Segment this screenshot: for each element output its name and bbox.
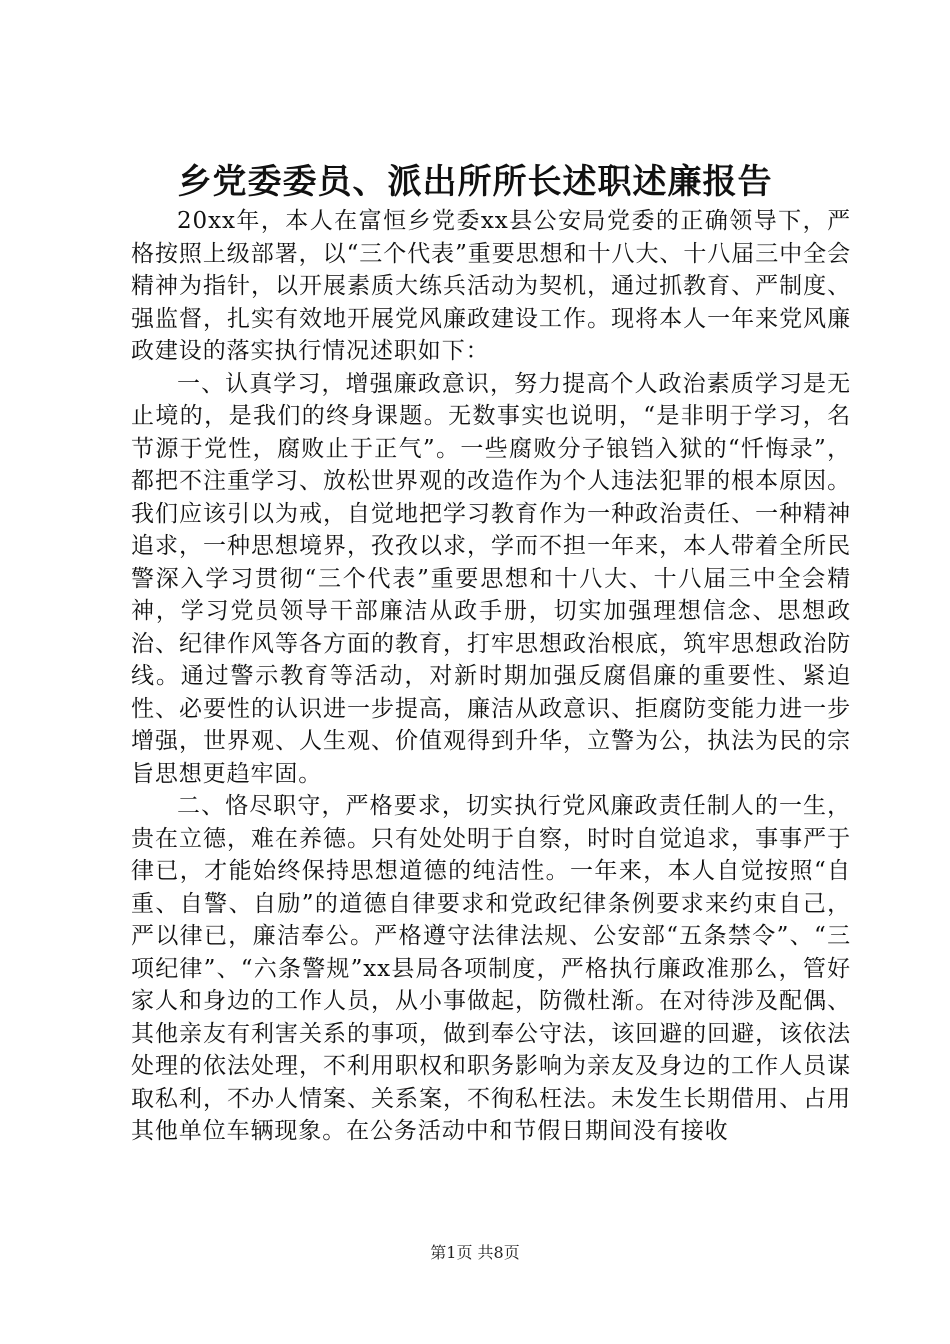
document-title: 乡党委委员、派出所所长述职述廉报告: [177, 162, 773, 202]
paragraph-intro: 20xx年，本人在富恒乡党委xx县公安局党委的正确领导下，严格按照上级部署，以“三个代表”重要思想和十八大、十八届三中全会精神为指针，以开展素质大练兵活动为契机，通过抓教育、严制度、强监督，扎实有效地开展党风廉政建设工作。现将本人一年来党风廉政建设的落实执行情况述职如下：: [131, 208, 851, 364]
page-number-footer: 第1页 共8页: [430, 1243, 520, 1262]
document-body: [131, 205, 851, 1148]
paragraph-section-2: 二、恪尽职守，严格要求，切实执行党风廉政责任制人的一生，贵在立德，难在养德。只有处处明于自察，时时自觉追求，事事严于律已，才能始终保持思想道德的纯洁性。一年来，本人自觉按照“自重、自警、自励”的道德自律要求和党政纪律条例要求来约束自己，严以律已，廉洁奉公。严格遵守法律法规、公安部“五条禁令”、“三项纪律”、“六条警规”xx县局各项制度，严格执行廉政准那么，管好家人和身边的工作人员，从小事做起，防微杜渐。在对待涉及配偶、其他亲友有利害关系的事项，做到奉公守法，该回避的回避，该依法处理的依法处理，不利用职权和职务影响为亲友及身边的工作人员谋取私利，不办人情案、关系案，不徇私枉法。未发生长期借用、占用其他单位车辆现象。在公务活动中和节假日期间没有接收: [131, 793, 851, 1144]
paragraph-section-1: 一、认真学习，增强廉政意识，努力提高个人政治素质学习是无止境的，是我们的终身课题。无数事实也说明，“是非明于学习，名节源于党性，腐败止于正气”。一些腐败分子锒铛入狱的“忏悔录”，都把不注重学习、放松世界观的改造作为个人违法犯罪的根本原因。我们应该引以为戒，自觉地把学习教育作为一种政治责任、一种精神追求，一种思想境界，孜孜以求，学而不担一年来，本人带着全所民警深入学习贯彻“三个代表”重要思想和十八大、十八届三中全会精神，学习党员领导干部廉洁从政手册，切实加强理想信念、思想政治、纪律作风等各方面的教育，打牢思想政治根底，筑牢思想政治防线。通过警示教育等活动，对新时期加强反腐倡廉的重要性、紧迫性、必要性的认识进一步提高，廉洁从政意识、拒腐防变能力进一步增强，世界观、人生观、价值观得到升华，立警为公，执法为民的宗旨思想更趋牢固。: [131, 370, 851, 787]
